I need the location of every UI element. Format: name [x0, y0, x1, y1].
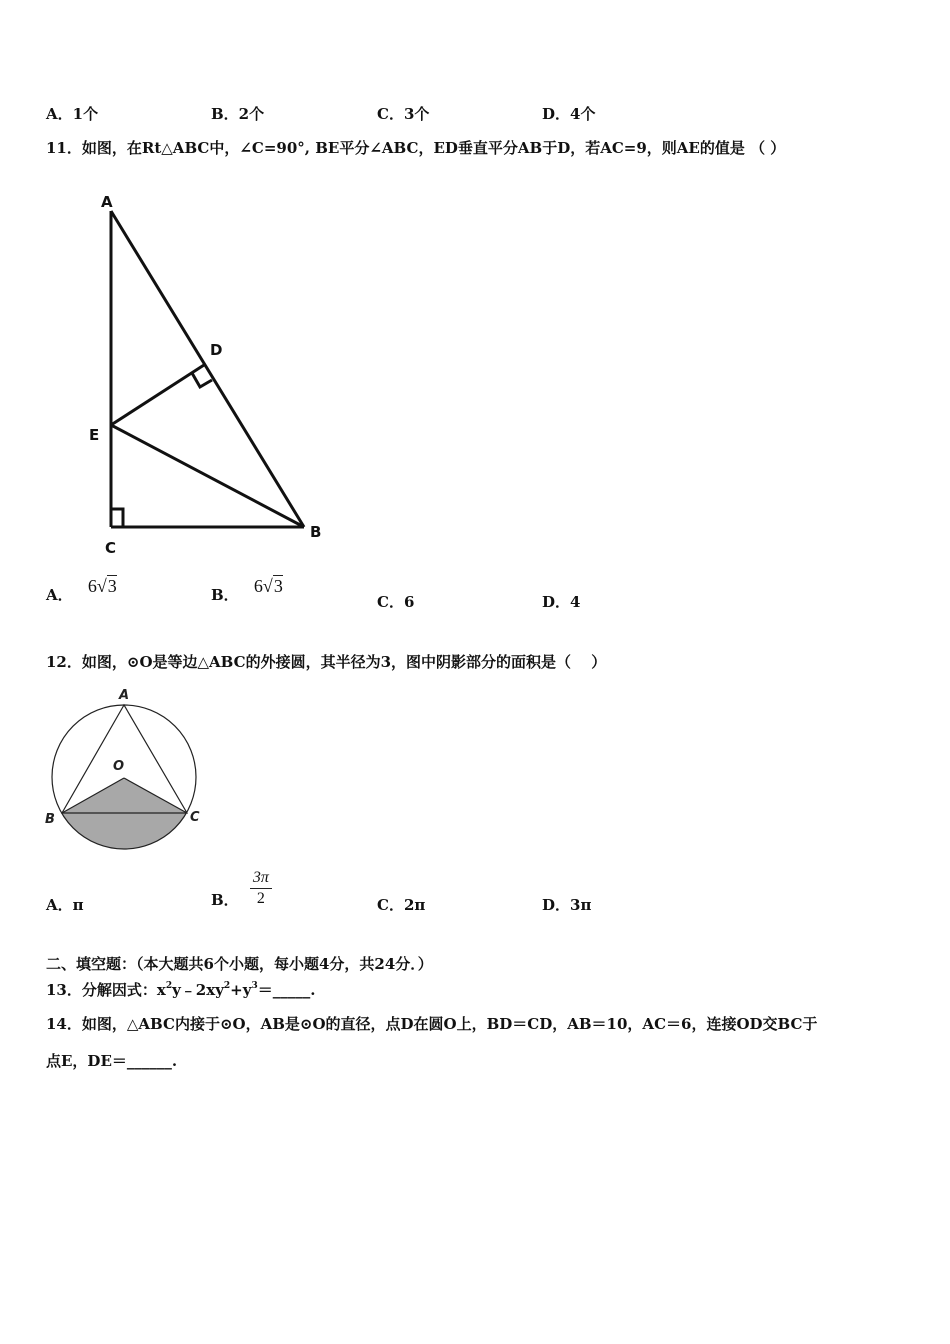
q12-option-b-fraction: $\frac{3\pi}{2}$ — [250, 868, 272, 909]
q11-option-a-label: A． — [46, 586, 73, 604]
q10-option-d: D．4个 — [542, 105, 596, 123]
section-heading: 二、填空题：（本大题共6个小题，每小题4分，共24分．） — [46, 955, 433, 973]
label-e: E — [89, 426, 100, 444]
segment-ed — [111, 365, 204, 425]
q11-option-c: C．6 — [377, 593, 415, 611]
q11-option-a — [46, 576, 117, 605]
label-d: D — [210, 341, 223, 359]
q12-option-a: A．π — [46, 896, 84, 914]
q11-stem: 11．如图，在Rt△ABC中，∠C=90°, BE平分∠ABC，ED垂直平分AB于D，若AC=9，则AE的值是 （ ） — [46, 139, 786, 157]
q11-option-a-expr: 6√3 — [87, 576, 117, 596]
q10-option-b: B．2个 — [211, 105, 265, 123]
q14-stem-line1: 14．如图，△ABC内接于⊙O，AB是⊙O的直径，点D在圆O上，BD＝CD，AB＝10，AC＝6，连接OD交BC于 — [46, 1015, 818, 1033]
q10-option-c: C．3个 — [377, 105, 430, 123]
segment-eb — [111, 425, 304, 527]
label-b: B — [310, 523, 322, 541]
label-a: A — [101, 193, 113, 211]
q12-option-b-label: B． — [211, 890, 239, 909]
q11-option-d: D．4 — [542, 593, 581, 611]
q13-stem: 13．分解因式：$x^2y﹣2xy^2+y^3=\_\_\_\_\_$. — [46, 981, 316, 999]
q12-figure — [40, 685, 220, 855]
right-angle-c — [111, 509, 123, 527]
q11-option-b — [211, 576, 283, 605]
label-c: C — [190, 810, 200, 825]
q12-option-d: D．3π — [542, 896, 592, 914]
q12-stem: 12．如图，⊙O是等边△ABC的外接圆，其半径为3，图中阴影部分的面积是（ ） — [46, 653, 607, 671]
right-angle-d — [192, 373, 212, 387]
label-a: A — [119, 688, 130, 703]
label-c: C — [105, 539, 117, 557]
q11-figure — [80, 185, 340, 565]
q11-option-b-label: B． — [211, 586, 239, 604]
label-b: B — [45, 812, 55, 827]
label-o: O — [113, 759, 125, 774]
q14-stem-line2: 点E，DE＝______. — [46, 1052, 178, 1070]
q10-option-a: A．1个 — [46, 105, 99, 123]
segment-ab — [111, 211, 304, 527]
q12-option-c: C．2π — [377, 896, 426, 914]
q11-option-b-expr: 6√3 — [253, 576, 283, 596]
shaded-region — [62, 778, 187, 849]
q12-option-b — [211, 868, 272, 909]
